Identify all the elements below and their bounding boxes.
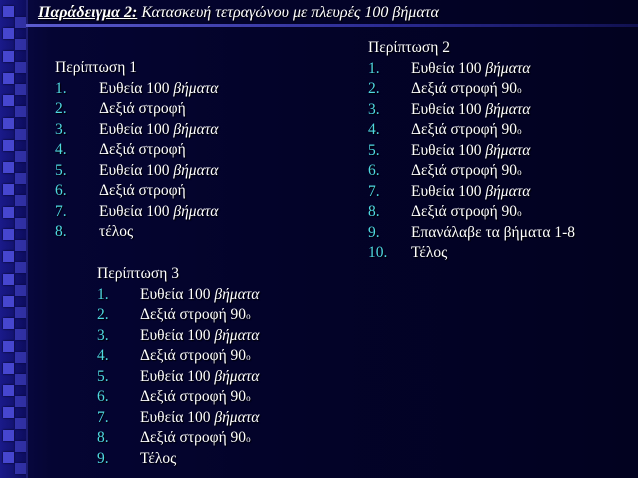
step-text-main: Ευθεία 100: [411, 59, 486, 77]
decoration-square: [15, 173, 26, 184]
decoration-square: [15, 262, 26, 273]
step-text: [140, 449, 176, 470]
decoration-square: [3, 318, 14, 329]
case2-step-7: [368, 182, 618, 203]
case3-step-7: [97, 408, 327, 429]
decoration-square: [15, 195, 26, 206]
step-number: 2.: [368, 80, 380, 97]
step-text-main: Δεξιά στροφή 90: [411, 80, 518, 97]
step-text-italic: βήματα: [214, 367, 260, 385]
decoration-square: [3, 73, 14, 84]
step-text-main: Ευθεία 100: [140, 367, 215, 385]
step-text: [140, 387, 251, 408]
step-text: [99, 79, 218, 100]
step-text: [411, 100, 530, 121]
step-text-italic: βήματα: [173, 79, 219, 97]
degree-superscript: ο: [517, 167, 522, 177]
step-number: 6.: [97, 388, 109, 405]
step-text-main: Δεξιά στροφή 90: [140, 429, 247, 446]
step-number: 1.: [97, 285, 109, 303]
step-text-italic: βήματα: [173, 202, 219, 220]
step-number: 4.: [97, 347, 109, 364]
decoration-square: [15, 374, 26, 385]
case3-step-2: [97, 305, 327, 326]
decoration-square: [15, 396, 26, 407]
decoration-square: [15, 418, 26, 429]
case1-step-1: [55, 79, 285, 100]
case3-step-4: [97, 346, 327, 367]
step-text-main: Ευθεία 100: [99, 161, 174, 179]
decoration-square: [3, 274, 14, 285]
step-text-italic: βήματα: [485, 59, 531, 77]
case2-step-8: [368, 202, 618, 223]
step-text-main: Δεξιά στροφή 90: [140, 388, 247, 405]
step-text: [99, 161, 218, 182]
decoration-square: [3, 341, 14, 352]
step-text: [99, 99, 186, 120]
step-number: 2.: [97, 306, 109, 323]
decoration-square: [15, 352, 26, 363]
step-number: 6.: [368, 162, 380, 179]
decoration-square: [15, 17, 26, 28]
decoration-square: [15, 240, 26, 251]
step-text-main: Δεξιά στροφή 90: [411, 162, 518, 179]
case-3-block: [97, 264, 327, 469]
step-text-main: Επανάλαβε τα βήματα 1-8: [411, 223, 575, 241]
step-text: [411, 59, 530, 80]
step-text-main: Δεξιά στροφή: [99, 100, 186, 117]
case2-step-5: [368, 141, 618, 162]
case3-step-5: [97, 367, 327, 388]
step-number: 1.: [368, 59, 380, 77]
step-text: [99, 202, 218, 223]
step-text-main: Τέλος: [411, 244, 448, 261]
step-number: 10.: [368, 244, 388, 261]
step-number: 7.: [368, 182, 380, 200]
step-text-main: Δεξιά στροφή 90: [140, 347, 247, 364]
step-number: 9.: [97, 449, 109, 467]
case3-step-3: [97, 326, 327, 347]
decoration-square: [3, 162, 14, 173]
decoration-square: [15, 129, 26, 140]
case-2-heading: Περίπτωση 2: [368, 39, 450, 56]
decoration-square: [3, 95, 14, 106]
decoration-square: [3, 296, 14, 307]
case2-step-1: [368, 59, 618, 80]
case1-step-8: [55, 222, 285, 243]
step-number: 5.: [368, 141, 380, 159]
step-number: 3.: [55, 120, 67, 138]
step-text: [140, 408, 259, 429]
decoration-square: [3, 385, 14, 396]
step-number: 5.: [55, 161, 67, 179]
degree-superscript: ο: [517, 85, 522, 95]
step-number: 2.: [55, 100, 67, 117]
decoration-square: [15, 106, 26, 117]
title-underline-bar: [26, 24, 638, 27]
step-text-main: Δεξιά στροφή: [99, 182, 186, 199]
step-number: 5.: [97, 367, 109, 385]
decoration-square: [3, 118, 14, 129]
step-text-italic: βήματα: [214, 326, 260, 344]
step-text: [99, 140, 186, 161]
step-text-main: Ευθεία 100: [140, 285, 215, 303]
decoration-square: [15, 62, 26, 73]
step-text-main: Δεξιά στροφή 90: [140, 306, 247, 323]
step-number: 8.: [368, 203, 380, 220]
decoration-square: [3, 140, 14, 151]
step-text-main: Ευθεία 100: [99, 79, 174, 97]
step-number: 4.: [55, 141, 67, 158]
case1-step-3: [55, 120, 285, 141]
step-text-main: Δεξιά στροφή 90: [411, 203, 518, 220]
step-text-main: Ευθεία 100: [99, 202, 174, 220]
step-text-main: Ευθεία 100: [411, 141, 486, 159]
case3-step-1: [97, 285, 327, 306]
step-text-italic: βήματα: [214, 285, 260, 303]
step-text: [99, 120, 218, 141]
degree-superscript: ο: [246, 393, 251, 403]
step-text: [411, 141, 530, 162]
step-number: 3.: [97, 326, 109, 344]
step-text: [411, 79, 522, 100]
step-text: [140, 346, 251, 367]
step-text: [411, 182, 530, 203]
step-text: [411, 202, 522, 223]
decoration-square: [3, 6, 14, 17]
step-text-main: Ευθεία 100: [140, 408, 215, 426]
decoration-square: [15, 39, 26, 50]
degree-superscript: ο: [246, 311, 251, 321]
decoration-square: [15, 329, 26, 340]
case2-step-9: [368, 223, 618, 244]
degree-superscript: ο: [517, 126, 522, 136]
step-text-main: Ευθεία 100: [411, 100, 486, 118]
degree-superscript: ο: [246, 434, 251, 444]
decoration-square: [3, 407, 14, 418]
step-number: 4.: [368, 121, 380, 138]
step-text-main: Ευθεία 100: [99, 120, 174, 138]
vertical-divider: [26, 0, 28, 478]
case2-step-10: [368, 243, 618, 264]
case1-step-4: [55, 140, 285, 161]
step-text-italic: βήματα: [485, 141, 531, 159]
step-text-italic: βήματα: [173, 161, 219, 179]
decoration-square: [3, 430, 14, 441]
decoration-square: [3, 251, 14, 262]
degree-superscript: ο: [246, 352, 251, 362]
step-text-italic: βήματα: [485, 182, 531, 200]
decoration-square: [15, 218, 26, 229]
decoration-square: [3, 452, 14, 463]
decoration-square: [3, 184, 14, 195]
step-text: [140, 428, 251, 449]
case1-step-7: [55, 202, 285, 223]
step-text: [140, 285, 259, 306]
step-text: [140, 326, 259, 347]
step-text-main: Τέλος: [140, 449, 177, 467]
case3-step-9: [97, 449, 327, 470]
step-text-main: Δεξιά στροφή: [99, 141, 186, 158]
decoration-square: [3, 363, 14, 374]
step-number: 8.: [55, 223, 67, 240]
step-text: [99, 181, 186, 202]
step-text-main: Ευθεία 100: [140, 326, 215, 344]
case-1-heading: Περίπτωση 1: [55, 59, 137, 76]
degree-superscript: ο: [517, 208, 522, 218]
step-number: 6.: [55, 182, 67, 199]
decoration-square: [3, 28, 14, 39]
decoration-square: [15, 151, 26, 162]
step-text-main: Δεξιά στροφή 90: [411, 121, 518, 138]
step-text: [411, 223, 575, 244]
step-text-main: τέλος: [99, 223, 134, 240]
decoration-square: [3, 51, 14, 62]
step-text: [99, 222, 133, 243]
step-text-main: Ευθεία 100: [411, 182, 486, 200]
case2-step-2: [368, 79, 618, 100]
step-text-italic: βήματα: [485, 100, 531, 118]
title-rest: Κατασκευή τετραγώνου με πλευρές 100 βήματα: [137, 4, 439, 21]
case2-step-4: [368, 120, 618, 141]
decoration-square: [15, 307, 26, 318]
case2-step-3: [368, 100, 618, 121]
step-number: 8.: [97, 429, 109, 446]
case1-step-2: [55, 99, 285, 120]
case-3-heading: Περίπτωση 3: [97, 265, 179, 282]
decoration-square: [15, 441, 26, 452]
step-text: [411, 161, 522, 182]
step-number: 9.: [368, 223, 380, 241]
case3-step-6: [97, 387, 327, 408]
case-2-block: [368, 38, 618, 264]
step-number: 7.: [97, 408, 109, 426]
case1-step-6: [55, 181, 285, 202]
case3-step-8: [97, 428, 327, 449]
step-number: 7.: [55, 202, 67, 220]
step-text: [411, 120, 522, 141]
case2-step-6: [368, 161, 618, 182]
step-text: [411, 243, 447, 264]
title-lead: Παράδειγμα 2:: [38, 4, 138, 21]
step-text: [140, 305, 251, 326]
decoration-square: [15, 285, 26, 296]
decoration-square: [15, 463, 26, 474]
step-number: 1.: [55, 79, 67, 97]
decoration-square: [3, 229, 14, 240]
case-1-block: [55, 58, 285, 243]
decoration-square: [3, 207, 14, 218]
step-text-italic: βήματα: [214, 408, 260, 426]
case1-step-5: [55, 161, 285, 182]
slide-title: [38, 4, 439, 22]
step-text: [140, 367, 259, 388]
step-text-italic: βήματα: [173, 120, 219, 138]
step-number: 3.: [368, 100, 380, 118]
decoration-square: [15, 84, 26, 95]
